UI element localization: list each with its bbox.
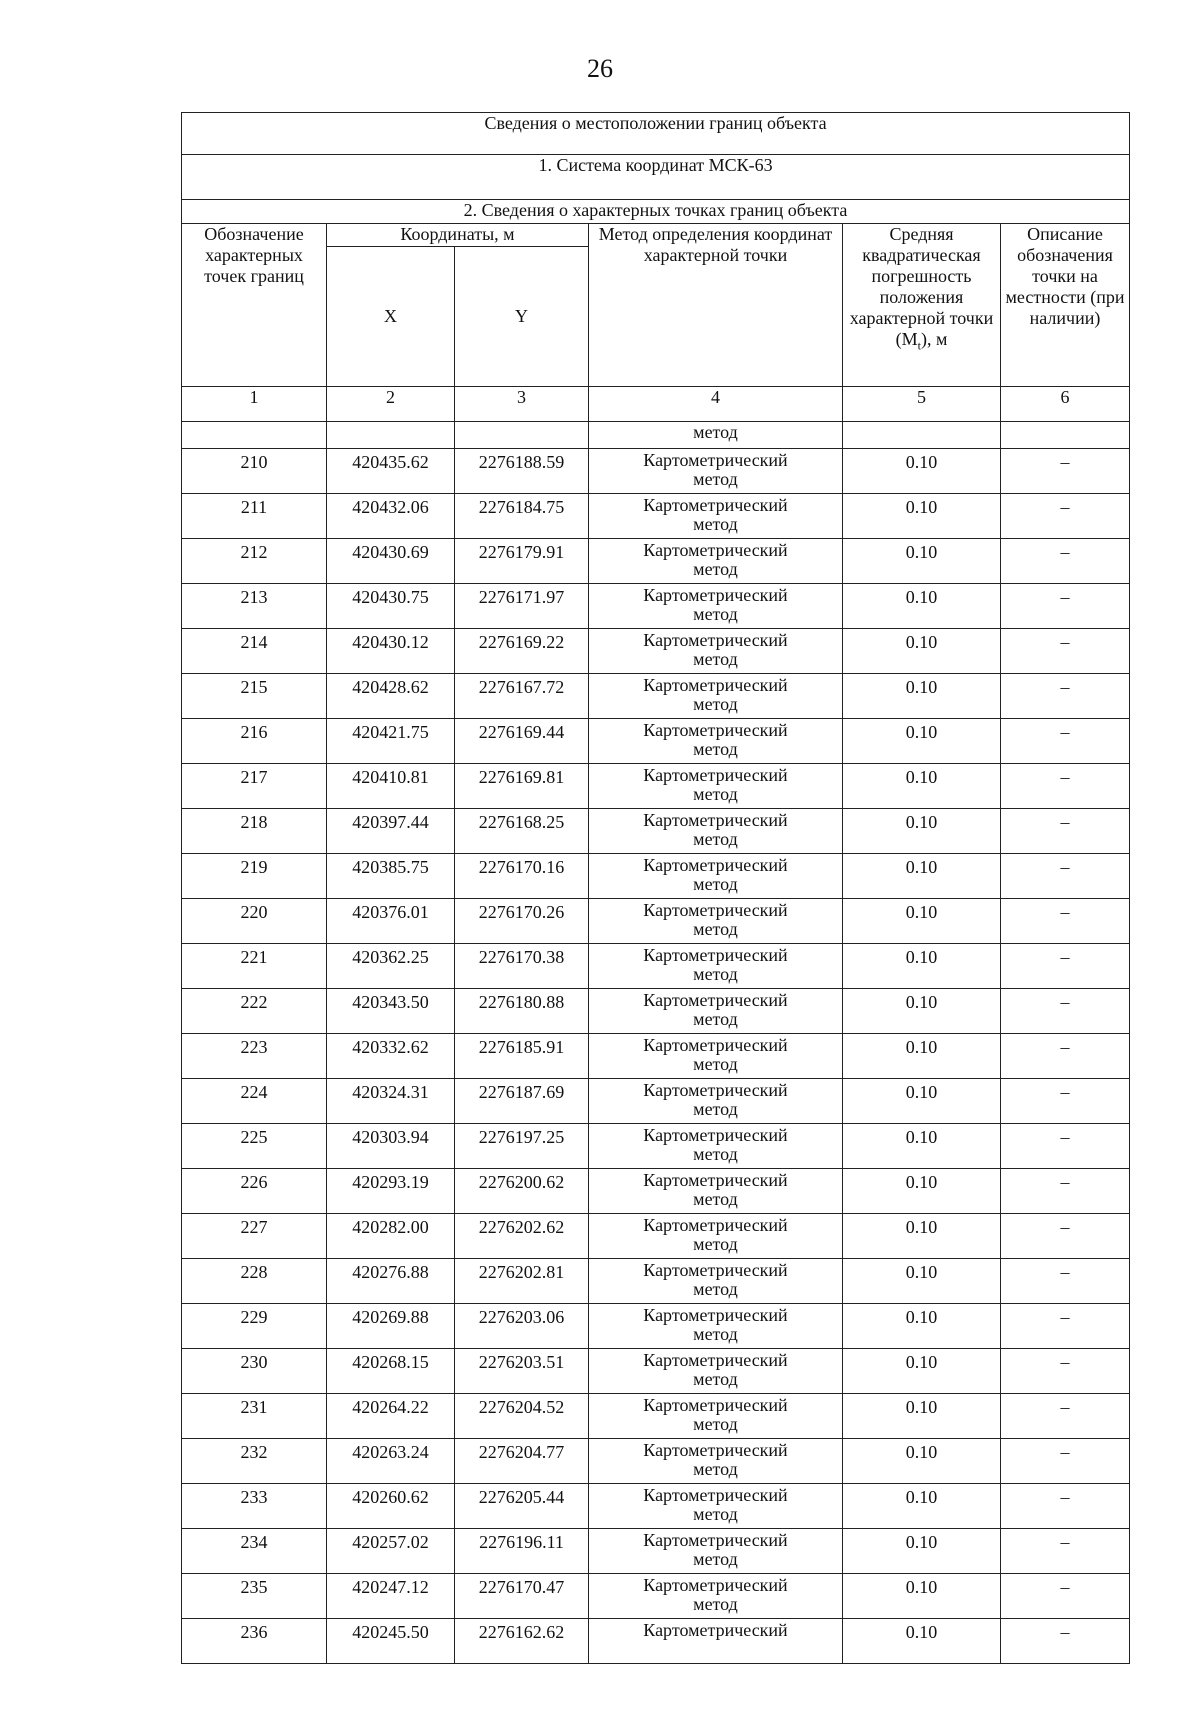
point-number: 234 — [182, 1529, 327, 1574]
coord-y: 2276204.77 — [455, 1439, 589, 1484]
mean-error: 0.10 — [843, 1619, 1001, 1664]
method-line-1: Картометрический — [643, 900, 788, 920]
description: – — [1001, 494, 1130, 539]
mean-error: 0.10 — [843, 539, 1001, 584]
description: – — [1001, 1484, 1130, 1529]
description: – — [1001, 449, 1130, 494]
point-number: 220 — [182, 899, 327, 944]
method-line-1: Картометрический — [643, 1170, 788, 1190]
method — [589, 989, 843, 1034]
method — [589, 1349, 843, 1394]
coord-x: 420432.06 — [327, 494, 455, 539]
mean-error: 0.10 — [843, 1574, 1001, 1619]
point-number: 236 — [182, 1619, 327, 1664]
column-number: 3 — [455, 387, 589, 422]
method-line-2: метод — [693, 1414, 738, 1434]
method-line-2: метод — [693, 1009, 738, 1029]
method — [589, 899, 843, 944]
table-row — [182, 1304, 1130, 1349]
continuation-cell — [182, 422, 327, 449]
coord-x: 420385.75 — [327, 854, 455, 899]
coord-y: 2276170.26 — [455, 899, 589, 944]
table-row — [182, 1484, 1130, 1529]
coord-y: 2276197.25 — [455, 1124, 589, 1169]
point-number: 224 — [182, 1079, 327, 1124]
method-line-1: Картометрический — [643, 990, 788, 1010]
method-line-2: метод — [693, 514, 738, 534]
method-line-2: метод — [693, 784, 738, 804]
method-line-1: Картометрический — [643, 1575, 788, 1595]
table-row — [182, 629, 1130, 674]
method-line-2: метод — [693, 1549, 738, 1569]
method — [589, 674, 843, 719]
header-description: Описание обозначения точки на местности (при наличии) — [1001, 224, 1130, 387]
method — [589, 1214, 843, 1259]
method-line-1: Картометрический — [643, 1350, 788, 1370]
method-line-2: метод — [693, 559, 738, 579]
point-number: 218 — [182, 809, 327, 854]
coord-x: 420397.44 — [327, 809, 455, 854]
method — [589, 1304, 843, 1349]
coord-x: 420260.62 — [327, 1484, 455, 1529]
description: – — [1001, 1214, 1130, 1259]
description: – — [1001, 1124, 1130, 1169]
table-row — [182, 809, 1130, 854]
coord-y: 2276185.91 — [455, 1034, 589, 1079]
continuation-cell — [1001, 422, 1130, 449]
header-coordinates: Координаты, м — [327, 224, 589, 247]
description: – — [1001, 764, 1130, 809]
point-number: 230 — [182, 1349, 327, 1394]
method-line-1: Картометрический — [643, 675, 788, 695]
mean-error: 0.10 — [843, 1034, 1001, 1079]
coord-y: 2276171.97 — [455, 584, 589, 629]
description: – — [1001, 539, 1130, 584]
table-row — [182, 1259, 1130, 1304]
method-line-1: Картометрический — [643, 1125, 788, 1145]
mean-error: 0.10 — [843, 1484, 1001, 1529]
method-line-1: Картометрический — [643, 765, 788, 785]
description: – — [1001, 1529, 1130, 1574]
header-point-designation: Обозначение характерных точек границ — [182, 224, 327, 387]
table-row — [182, 1124, 1130, 1169]
boundary-points-table — [181, 112, 1130, 1664]
table-row — [182, 1529, 1130, 1574]
point-number: 223 — [182, 1034, 327, 1079]
point-number: 213 — [182, 584, 327, 629]
coord-y: 2276162.62 — [455, 1619, 589, 1664]
method — [589, 1034, 843, 1079]
description: – — [1001, 1079, 1130, 1124]
coord-y: 2276202.62 — [455, 1214, 589, 1259]
coord-x: 420257.02 — [327, 1529, 455, 1574]
coord-x: 420247.12 — [327, 1574, 455, 1619]
method-line-2: метод — [693, 694, 738, 714]
table-row — [182, 1079, 1130, 1124]
point-number: 215 — [182, 674, 327, 719]
page-number: 26 — [587, 54, 613, 83]
point-number: 214 — [182, 629, 327, 674]
method-line-1: Картометрический — [643, 630, 788, 650]
description: – — [1001, 1169, 1130, 1214]
coord-y: 2276203.06 — [455, 1304, 589, 1349]
description: – — [1001, 1394, 1130, 1439]
method — [589, 584, 843, 629]
coord-y: 2276179.91 — [455, 539, 589, 584]
method-line-1: Картометрический — [643, 1440, 788, 1460]
point-number: 233 — [182, 1484, 327, 1529]
method-line-2: метод — [693, 649, 738, 669]
coord-x: 420435.62 — [327, 449, 455, 494]
point-number: 235 — [182, 1574, 327, 1619]
coord-x: 420269.88 — [327, 1304, 455, 1349]
table-row — [182, 584, 1130, 629]
coord-y: 2276169.22 — [455, 629, 589, 674]
column-number: 1 — [182, 387, 327, 422]
description: – — [1001, 1304, 1130, 1349]
method — [589, 539, 843, 584]
description: – — [1001, 944, 1130, 989]
method — [589, 1394, 843, 1439]
point-number: 210 — [182, 449, 327, 494]
coord-y: 2276203.51 — [455, 1349, 589, 1394]
coord-x: 420268.15 — [327, 1349, 455, 1394]
point-number: 231 — [182, 1394, 327, 1439]
header-method: Метод определения координат характерной точки — [589, 224, 843, 387]
table-row — [182, 719, 1130, 764]
method — [589, 494, 843, 539]
coord-x: 420263.24 — [327, 1439, 455, 1484]
method — [589, 1124, 843, 1169]
mean-error: 0.10 — [843, 719, 1001, 764]
table-row — [182, 1574, 1130, 1619]
method — [589, 719, 843, 764]
table-row — [182, 1439, 1130, 1484]
coord-y: 2276169.44 — [455, 719, 589, 764]
coord-y: 2276184.75 — [455, 494, 589, 539]
method-line-2: метод — [693, 1279, 738, 1299]
point-number: 212 — [182, 539, 327, 584]
method-line-2: метод — [693, 1459, 738, 1479]
method-line-1: Картометрический — [643, 1215, 788, 1235]
method-line-1: Картометрический — [643, 1260, 788, 1280]
header-x: X — [327, 247, 455, 387]
coord-y: 2276169.81 — [455, 764, 589, 809]
coord-y: 2276200.62 — [455, 1169, 589, 1214]
description: – — [1001, 1034, 1130, 1079]
description: – — [1001, 674, 1130, 719]
table-row — [182, 944, 1130, 989]
point-number: 225 — [182, 1124, 327, 1169]
table-row — [182, 1349, 1130, 1394]
coord-y: 2276204.52 — [455, 1394, 589, 1439]
coord-x: 420362.25 — [327, 944, 455, 989]
header-mean-error: Средняя квадратическая погрешность положения характерной точки $(M_t)$, м — [843, 224, 1001, 387]
table-row — [182, 539, 1130, 584]
method-line-2: метод — [693, 1369, 738, 1389]
method-line-2: метод — [693, 1144, 738, 1164]
description: – — [1001, 989, 1130, 1034]
mean-error: 0.10 — [843, 674, 1001, 719]
column-number: 6 — [1001, 387, 1130, 422]
table-row — [182, 1034, 1130, 1079]
table-row — [182, 449, 1130, 494]
coord-x: 420376.01 — [327, 899, 455, 944]
description: – — [1001, 584, 1130, 629]
point-number: 222 — [182, 989, 327, 1034]
description: – — [1001, 1619, 1130, 1664]
method — [589, 449, 843, 494]
method-line-1: Картометрический — [643, 495, 788, 515]
header-y: Y — [455, 247, 589, 387]
method-line-2: метод — [693, 829, 738, 849]
coord-x: 420324.31 — [327, 1079, 455, 1124]
point-number: 217 — [182, 764, 327, 809]
point-number: 216 — [182, 719, 327, 764]
mean-error: 0.10 — [843, 1124, 1001, 1169]
mean-error: 0.10 — [843, 494, 1001, 539]
point-number: 221 — [182, 944, 327, 989]
method — [589, 809, 843, 854]
coord-x: 420430.12 — [327, 629, 455, 674]
method-line-2: метод — [693, 1099, 738, 1119]
coord-y: 2276170.47 — [455, 1574, 589, 1619]
coord-x: 420332.62 — [327, 1034, 455, 1079]
method-line-1: Картометрический — [643, 585, 788, 605]
coordinate-system: 1. Система координат МСК-63 — [182, 155, 1130, 200]
table-row — [182, 764, 1130, 809]
point-number: 227 — [182, 1214, 327, 1259]
point-number: 226 — [182, 1169, 327, 1214]
description: – — [1001, 719, 1130, 764]
mean-error: 0.10 — [843, 1529, 1001, 1574]
coord-x: 420430.69 — [327, 539, 455, 584]
method-line-2: метод — [693, 739, 738, 759]
coord-y: 2276167.72 — [455, 674, 589, 719]
method — [589, 1529, 843, 1574]
mean-error: 0.10 — [843, 1259, 1001, 1304]
table-row — [182, 899, 1130, 944]
description: – — [1001, 1349, 1130, 1394]
mean-error: 0.10 — [843, 764, 1001, 809]
coord-x: 420428.62 — [327, 674, 455, 719]
coord-y: 2276196.11 — [455, 1529, 589, 1574]
method-line-1: Картометрический — [643, 1305, 788, 1325]
mean-error: 0.10 — [843, 1394, 1001, 1439]
method-line-2: метод — [693, 964, 738, 984]
column-number: 2 — [327, 387, 455, 422]
method-line-2: метод — [693, 469, 738, 489]
point-number: 228 — [182, 1259, 327, 1304]
table-row — [182, 1394, 1130, 1439]
method-line-2: метод — [693, 1324, 738, 1344]
method-line-1: Картометрический — [643, 1485, 788, 1505]
method-line-2: метод — [693, 1189, 738, 1209]
coord-x: 420430.75 — [327, 584, 455, 629]
table-row — [182, 1214, 1130, 1259]
coord-y: 2276187.69 — [455, 1079, 589, 1124]
point-number: 219 — [182, 854, 327, 899]
method — [589, 1439, 843, 1484]
mean-error: 0.10 — [843, 809, 1001, 854]
method-line-1: Картометрический — [643, 1080, 788, 1100]
coord-y: 2276188.59 — [455, 449, 589, 494]
section-heading: 2. Сведения о характерных точках границ объекта — [182, 200, 1130, 224]
mean-error: 0.10 — [843, 449, 1001, 494]
point-number: 229 — [182, 1304, 327, 1349]
method-line-2: метод — [693, 874, 738, 894]
mean-error: 0.10 — [843, 584, 1001, 629]
method-line-2: метод — [693, 1504, 738, 1524]
description: – — [1001, 1439, 1130, 1484]
description: – — [1001, 629, 1130, 674]
continuation-cell — [843, 422, 1001, 449]
table-row — [182, 854, 1130, 899]
description: – — [1001, 809, 1130, 854]
method-line-1: Картометрический — [643, 1530, 788, 1550]
continuation-cell — [327, 422, 455, 449]
description: – — [1001, 1259, 1130, 1304]
mean-error: 0.10 — [843, 899, 1001, 944]
coord-x: 420410.81 — [327, 764, 455, 809]
coord-x: 420343.50 — [327, 989, 455, 1034]
continuation-method: метод — [589, 422, 843, 449]
coord-x: 420264.22 — [327, 1394, 455, 1439]
method — [589, 1079, 843, 1124]
mean-error: 0.10 — [843, 1349, 1001, 1394]
coord-x: 420303.94 — [327, 1124, 455, 1169]
column-number: 4 — [589, 387, 843, 422]
mean-error: 0.10 — [843, 1079, 1001, 1124]
method — [589, 1619, 843, 1664]
method-line-1: Картометрический — [643, 1035, 788, 1055]
method-line-2: метод — [693, 1594, 738, 1614]
mean-error: 0.10 — [843, 1439, 1001, 1484]
boundary-sheet — [181, 112, 1129, 1664]
description: – — [1001, 1574, 1130, 1619]
table-row — [182, 494, 1130, 539]
table-row — [182, 1619, 1130, 1664]
mean-error: 0.10 — [843, 629, 1001, 674]
method-line-1: Картометрический — [643, 810, 788, 830]
method — [589, 764, 843, 809]
method — [589, 944, 843, 989]
method — [589, 1484, 843, 1529]
mean-error: 0.10 — [843, 1214, 1001, 1259]
method-line-1: Картометрический — [643, 720, 788, 740]
continuation-cell — [455, 422, 589, 449]
coord-y: 2276170.38 — [455, 944, 589, 989]
coord-y: 2276168.25 — [455, 809, 589, 854]
method-line-1: Картометрический — [643, 945, 788, 965]
coord-x: 420421.75 — [327, 719, 455, 764]
method-line-2: метод — [693, 604, 738, 624]
coord-y: 2276205.44 — [455, 1484, 589, 1529]
mean-error: 0.10 — [843, 1304, 1001, 1349]
table-row — [182, 674, 1130, 719]
coord-y: 2276202.81 — [455, 1259, 589, 1304]
table-title: Сведения о местоположении границ объекта — [182, 113, 1130, 155]
method — [589, 1169, 843, 1214]
method-line-1: Картометрический — [643, 540, 788, 560]
method-line-2: метод — [693, 1234, 738, 1254]
coord-x: 420282.00 — [327, 1214, 455, 1259]
coord-x: 420293.19 — [327, 1169, 455, 1214]
mean-error: 0.10 — [843, 854, 1001, 899]
table-row — [182, 1169, 1130, 1214]
column-number: 5 — [843, 387, 1001, 422]
method-line-1: Картометрический — [643, 855, 788, 875]
coord-y: 2276170.16 — [455, 854, 589, 899]
point-number: 232 — [182, 1439, 327, 1484]
table-row — [182, 989, 1130, 1034]
method-line-1: Картометрический — [643, 450, 788, 470]
method-line-2: метод — [693, 919, 738, 939]
method-line-1: Картометрический — [643, 1395, 788, 1415]
point-number: 211 — [182, 494, 327, 539]
description: – — [1001, 899, 1130, 944]
method — [589, 1574, 843, 1619]
method-line-1: Картометрический — [643, 1620, 788, 1640]
coord-x: 420276.88 — [327, 1259, 455, 1304]
coord-x: 420245.50 — [327, 1619, 455, 1664]
method — [589, 854, 843, 899]
description: – — [1001, 854, 1130, 899]
mean-error: 0.10 — [843, 1169, 1001, 1214]
method-line-2: метод — [693, 1054, 738, 1074]
mean-error: 0.10 — [843, 944, 1001, 989]
method — [589, 1259, 843, 1304]
coord-y: 2276180.88 — [455, 989, 589, 1034]
mean-error: 0.10 — [843, 989, 1001, 1034]
method — [589, 629, 843, 674]
